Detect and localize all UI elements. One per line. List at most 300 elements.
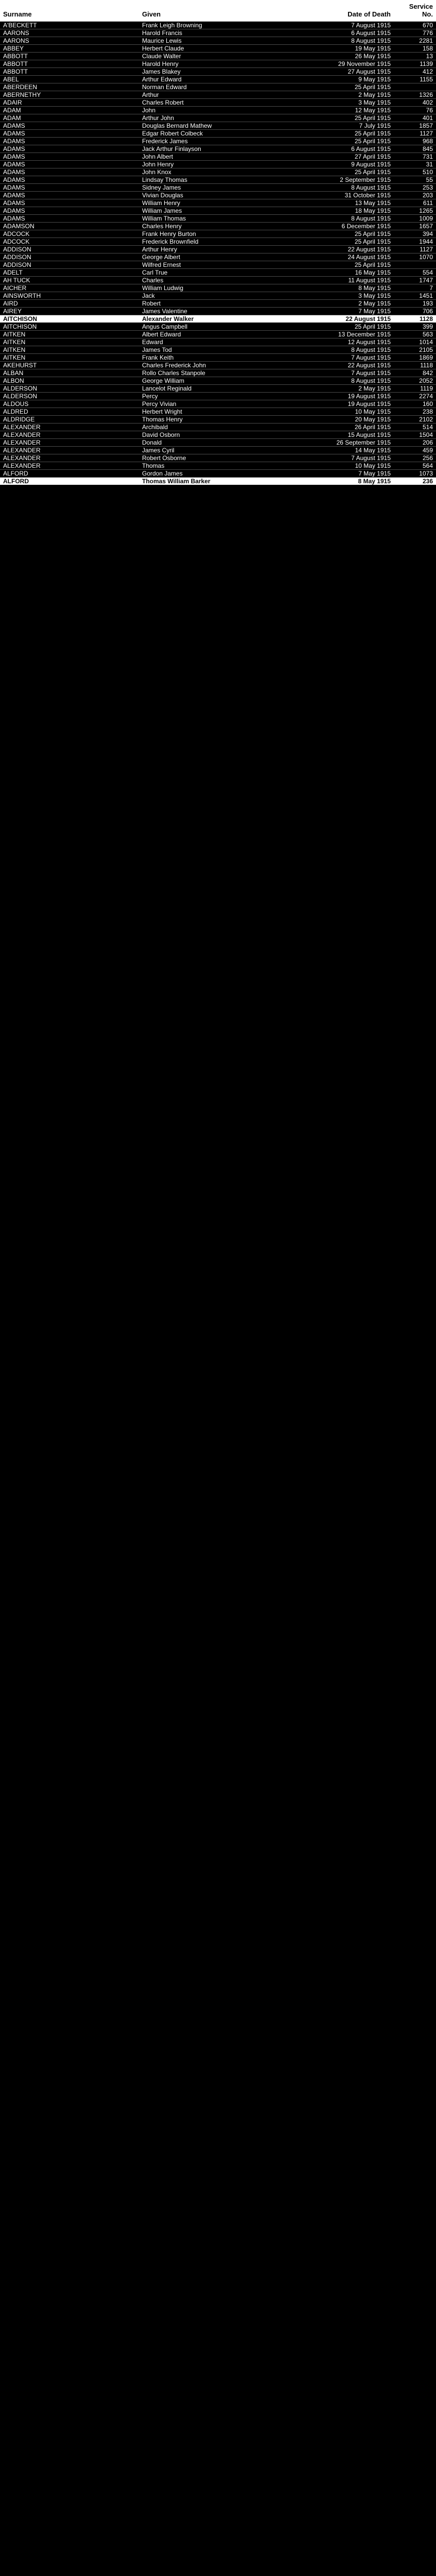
given-cell: James Cyril <box>142 446 175 454</box>
service-no-cell: 563 <box>422 330 433 338</box>
given-cell: Herbert Claude <box>142 44 184 52</box>
date-of-death-cell: 2 September 1915 <box>340 176 391 183</box>
table-row <box>0 168 436 176</box>
surname-cell: AIRD <box>3 299 18 307</box>
service-no-cell: 1128 <box>419 315 433 323</box>
table-row <box>0 470 436 478</box>
surname-cell: ABBOTT <box>3 67 28 75</box>
service-no-cell: 253 <box>422 183 433 191</box>
given-cell: Sidney James <box>142 183 181 191</box>
surname-cell: ADAMS <box>3 183 25 191</box>
table-body <box>0 22 436 485</box>
header-date-of-death[interactable]: Date of Death <box>347 10 391 18</box>
service-no-cell: 55 <box>426 176 433 183</box>
table-row <box>0 60 436 68</box>
given-cell: Percy <box>142 392 158 400</box>
date-of-death-cell: 19 August 1915 <box>347 400 391 408</box>
surname-cell: AIREY <box>3 307 22 315</box>
given-cell: Frederick Brownfield <box>142 238 199 245</box>
surname-cell: AITCHISON <box>3 323 37 330</box>
service-no-cell: 731 <box>422 152 433 160</box>
service-no-cell: 401 <box>422 114 433 122</box>
given-cell: Percy Vivian <box>142 400 177 408</box>
given-cell: John Henry <box>142 160 174 168</box>
given-cell: Charles Robert <box>142 98 184 106</box>
surname-cell: ALEXANDER <box>3 446 41 454</box>
header-service-no[interactable]: Service No. <box>409 3 433 18</box>
table-row <box>0 315 436 323</box>
date-of-death-cell: 8 August 1915 <box>351 377 391 384</box>
table-row <box>0 138 436 145</box>
date-of-death-cell: 25 April 1915 <box>354 83 391 91</box>
table-row <box>0 308 436 315</box>
date-of-death-cell: 9 August 1915 <box>351 160 391 168</box>
surname-cell: ALEXANDER <box>3 431 41 438</box>
given-cell: Arthur Henry <box>142 245 178 253</box>
service-no-cell: 158 <box>422 44 433 52</box>
table-row <box>0 300 436 308</box>
surname-cell: ALDERSON <box>3 384 38 392</box>
date-of-death-cell: 13 December 1915 <box>338 330 391 338</box>
given-cell: Arthur John <box>142 114 175 122</box>
surname-cell: ADAMS <box>3 176 25 183</box>
service-no-cell: 2052 <box>419 377 433 384</box>
surname-cell: ADAMS <box>3 129 25 137</box>
table-row <box>0 223 436 230</box>
given-cell: Albert Edward <box>142 330 181 338</box>
surname-cell: ALDRED <box>3 408 28 415</box>
given-cell: Angus Campbell <box>142 323 188 330</box>
service-no-cell: 206 <box>422 438 433 446</box>
date-of-death-cell: 25 April 1915 <box>354 230 391 238</box>
date-of-death-cell: 22 August 1915 <box>347 361 391 369</box>
table-row <box>0 91 436 99</box>
surname-cell: ADELT <box>3 268 23 276</box>
surname-cell: ALDERSON <box>3 392 38 400</box>
surname-cell: ADDISON <box>3 253 31 261</box>
date-of-death-cell: 22 August 1915 <box>345 315 391 323</box>
service-no-cell: 1155 <box>420 75 433 83</box>
surname-cell: ADAM <box>3 106 21 114</box>
date-of-death-cell: 25 April 1915 <box>354 129 391 137</box>
surname-cell: ADAMSON <box>3 222 34 230</box>
date-of-death-cell: 2 May 1915 <box>358 299 391 307</box>
table-row <box>0 45 436 53</box>
table-row <box>0 99 436 107</box>
given-cell: Thomas William Barker <box>142 477 211 485</box>
surname-cell: ABERNETHY <box>3 91 41 98</box>
date-of-death-cell: 10 May 1915 <box>355 408 391 415</box>
date-of-death-cell: 10 May 1915 <box>355 462 391 469</box>
date-of-death-cell: 7 August 1915 <box>351 454 391 462</box>
given-cell: Wilfred Ernest <box>142 261 181 268</box>
service-no-cell: 1014 <box>419 338 433 346</box>
table-row <box>0 478 436 485</box>
service-no-cell: 2274 <box>419 392 433 400</box>
table-row <box>0 176 436 184</box>
date-of-death-cell: 6 August 1915 <box>351 145 391 152</box>
table-row <box>0 408 436 416</box>
given-cell: Norman Edward <box>142 83 187 91</box>
table-row <box>0 199 436 207</box>
surname-cell: ALDRIDGE <box>3 415 35 423</box>
date-of-death-cell: 8 August 1915 <box>351 37 391 44</box>
service-no-cell: 160 <box>422 400 433 408</box>
service-no-cell: 1009 <box>419 214 433 222</box>
surname-cell: ALEXANDER <box>3 438 41 446</box>
service-no-cell: 1118 <box>420 361 433 369</box>
service-no-cell: 459 <box>422 446 433 454</box>
table-row <box>0 153 436 161</box>
service-no-cell: 76 <box>426 106 433 114</box>
given-cell: Frank Leigh Browning <box>142 21 202 29</box>
given-cell: Jack <box>142 292 155 299</box>
service-no-cell: 1127 <box>420 245 433 253</box>
date-of-death-cell: 6 December 1915 <box>341 222 391 230</box>
service-no-cell: 402 <box>422 98 433 106</box>
service-no-cell: 845 <box>422 145 433 152</box>
service-no-cell: 399 <box>422 323 433 330</box>
table-row <box>0 68 436 76</box>
surname-cell: ADAMS <box>3 122 25 129</box>
date-of-death-cell: 26 September 1915 <box>336 438 391 446</box>
service-no-cell: 1944 <box>419 238 433 245</box>
service-no-cell: 510 <box>422 168 433 176</box>
surname-cell: ADAMS <box>3 168 25 176</box>
date-of-death-cell: 7 May 1915 <box>358 469 391 477</box>
date-of-death-cell: 7 August 1915 <box>351 353 391 361</box>
given-cell: Vivian Douglas <box>142 191 183 199</box>
table-row <box>0 261 436 269</box>
surname-cell: ADAMS <box>3 191 25 199</box>
table-row <box>0 238 436 246</box>
date-of-death-cell: 2 May 1915 <box>358 384 391 392</box>
surname-cell: ALEXANDER <box>3 454 41 462</box>
given-cell: Herbert Wright <box>142 408 182 415</box>
surname-cell: ABBOTT <box>3 60 28 67</box>
header-surname[interactable]: Surname <box>3 10 32 18</box>
surname-cell: AITKEN <box>3 330 26 338</box>
table-row <box>0 423 436 431</box>
service-no-cell: 611 <box>423 199 433 207</box>
given-cell: Robert Osborne <box>142 454 186 462</box>
service-no-cell: 514 <box>422 423 433 431</box>
surname-cell: ALFORD <box>3 477 29 485</box>
given-cell: Arthur <box>142 91 159 98</box>
given-cell: Carl True <box>142 268 168 276</box>
table-row <box>0 145 436 153</box>
surname-cell: AITCHISON <box>3 315 37 323</box>
table-row <box>0 184 436 192</box>
service-no-cell: 1869 <box>419 353 433 361</box>
date-of-death-cell: 18 May 1915 <box>355 207 391 214</box>
surname-cell: ABERDEEN <box>3 83 38 91</box>
table-row <box>0 354 436 362</box>
service-no-cell: 203 <box>422 191 433 199</box>
surname-cell: AITKEN <box>3 353 26 361</box>
given-cell: James Blakey <box>142 67 181 75</box>
table-row <box>0 37 436 45</box>
date-of-death-cell: 7 May 1915 <box>358 307 391 315</box>
given-cell: John Knox <box>142 168 171 176</box>
table-header <box>0 0 436 22</box>
date-of-death-cell: 25 April 1915 <box>354 238 391 245</box>
given-cell: John <box>142 106 156 114</box>
service-no-cell: 1747 <box>419 276 433 284</box>
given-cell: James Valentine <box>142 307 187 315</box>
surname-cell: AH TUCK <box>3 276 30 284</box>
table-row <box>0 454 436 462</box>
date-of-death-cell: 16 May 1915 <box>355 268 391 276</box>
surname-cell: ADAMS <box>3 152 25 160</box>
given-cell: Jack Arthur Finlayson <box>142 145 201 152</box>
surname-cell: ADAM <box>3 114 21 122</box>
date-of-death-cell: 8 May 1915 <box>358 284 391 292</box>
surname-cell: ADCOCK <box>3 238 30 245</box>
surname-cell: ALBON <box>3 377 24 384</box>
date-of-death-cell: 6 August 1915 <box>351 29 391 37</box>
date-of-death-cell: 31 October 1915 <box>344 191 391 199</box>
table-row <box>0 22 436 29</box>
table-row <box>0 385 436 393</box>
given-cell: Thomas <box>142 462 165 469</box>
table-row <box>0 277 436 284</box>
date-of-death-cell: 27 August 1915 <box>347 67 391 75</box>
date-of-death-cell: 11 August 1915 <box>348 276 391 284</box>
surname-cell: AITKEN <box>3 346 26 353</box>
service-no-cell: 1070 <box>419 253 433 261</box>
date-of-death-cell: 25 April 1915 <box>354 323 391 330</box>
table-row <box>0 323 436 331</box>
date-of-death-cell: 7 August 1915 <box>351 369 391 377</box>
date-of-death-cell: 25 April 1915 <box>354 137 391 145</box>
table-row <box>0 253 436 261</box>
service-no-cell: 1657 <box>419 222 433 230</box>
given-cell: Maurice Lewis <box>142 37 182 44</box>
given-cell: Charles <box>142 276 164 284</box>
given-cell: Arthur Edward <box>142 75 182 83</box>
table-row <box>0 215 436 223</box>
surname-cell: ADAMS <box>3 207 25 214</box>
table-row <box>0 292 436 300</box>
service-no-cell: 1139 <box>420 60 433 67</box>
date-of-death-cell: 12 May 1915 <box>355 106 391 114</box>
table-row <box>0 416 436 423</box>
service-no-cell: 1127 <box>420 129 433 137</box>
surname-cell: ADAIR <box>3 98 22 106</box>
surname-cell: ADDISON <box>3 245 31 253</box>
given-cell: Douglas Bernard Mathew <box>142 122 212 129</box>
service-no-cell: 842 <box>422 369 433 377</box>
service-no-cell: 412 <box>422 67 433 75</box>
table-row <box>0 83 436 91</box>
table-row <box>0 462 436 470</box>
surname-cell: ADCOCK <box>3 230 30 238</box>
service-no-cell: 2105 <box>419 346 433 353</box>
date-of-death-cell: 9 May 1915 <box>358 75 391 83</box>
surname-cell: ALBAN <box>3 369 24 377</box>
service-no-cell: 2102 <box>419 415 433 423</box>
table-row <box>0 431 436 439</box>
given-cell: James Tod <box>142 346 172 353</box>
surname-cell: A'BECKETT <box>3 21 37 29</box>
date-of-death-cell: 26 April 1915 <box>354 423 391 431</box>
service-no-cell: 1265 <box>419 207 433 214</box>
surname-cell: AARONS <box>3 29 29 37</box>
date-of-death-cell: 27 April 1915 <box>354 152 391 160</box>
given-cell: Thomas Henry <box>142 415 183 423</box>
surname-cell: ADAMS <box>3 199 25 207</box>
service-no-cell: 1504 <box>419 431 433 438</box>
service-no-cell: 554 <box>422 268 433 276</box>
service-no-cell: 31 <box>426 160 433 168</box>
date-of-death-cell: 3 May 1915 <box>358 98 391 106</box>
service-no-cell: 1451 <box>419 292 433 299</box>
given-cell: Harold Henry <box>142 60 179 67</box>
service-no-cell: 2281 <box>419 37 433 44</box>
date-of-death-cell: 7 July 1915 <box>359 122 391 129</box>
surname-cell: AICHER <box>3 284 27 292</box>
given-cell: Edgar Robert Colbeck <box>142 129 203 137</box>
table-row <box>0 114 436 122</box>
given-cell: Harold Francis <box>142 29 183 37</box>
date-of-death-cell: 8 May 1915 <box>358 477 391 485</box>
service-no-cell: 256 <box>422 454 433 462</box>
surname-cell: AARONS <box>3 37 29 44</box>
date-of-death-cell: 25 April 1915 <box>354 261 391 268</box>
service-no-cell: 1119 <box>420 384 433 392</box>
surname-cell: ALDOUS <box>3 400 29 408</box>
service-no-cell: 968 <box>422 137 433 145</box>
given-cell: Archibald <box>142 423 168 431</box>
table-row <box>0 447 436 454</box>
date-of-death-cell: 14 May 1915 <box>355 446 391 454</box>
date-of-death-cell: 15 August 1915 <box>347 431 391 438</box>
table-row <box>0 393 436 400</box>
surname-cell: ALEXANDER <box>3 423 41 431</box>
surname-cell: ADDISON <box>3 261 31 268</box>
table-row <box>0 207 436 215</box>
table-row <box>0 377 436 385</box>
table-row <box>0 362 436 369</box>
table-row <box>0 338 436 346</box>
table-row <box>0 161 436 168</box>
table-row <box>0 230 436 238</box>
table-row <box>0 53 436 60</box>
given-cell: John Albert <box>142 152 173 160</box>
given-cell: Lancelot Reginald <box>142 384 192 392</box>
given-cell: William Ludwig <box>142 284 184 292</box>
given-cell: Frank Keith <box>142 353 174 361</box>
date-of-death-cell: 25 April 1915 <box>354 168 391 176</box>
surname-cell: AITKEN <box>3 338 26 346</box>
given-cell: David Osborn <box>142 431 180 438</box>
table-row <box>0 439 436 447</box>
given-cell: Gordon James <box>142 469 183 477</box>
table-row <box>0 76 436 83</box>
date-of-death-cell: 12 August 1915 <box>347 338 391 346</box>
service-no-cell: 1326 <box>419 91 433 98</box>
date-of-death-cell: 3 May 1915 <box>358 292 391 299</box>
table-row <box>0 130 436 138</box>
surname-cell: ALFORD <box>3 469 28 477</box>
table-row <box>0 400 436 408</box>
table-row <box>0 122 436 130</box>
service-no-cell: 670 <box>422 21 433 29</box>
given-cell: Alexander Walker <box>142 315 194 323</box>
date-of-death-cell: 20 May 1915 <box>355 415 391 423</box>
service-no-cell: 236 <box>422 477 433 485</box>
given-cell: Robert <box>142 299 161 307</box>
table-row <box>0 269 436 277</box>
date-of-death-cell: 8 August 1915 <box>351 183 391 191</box>
date-of-death-cell: 22 August 1915 <box>347 245 391 253</box>
surname-cell: ADAMS <box>3 145 25 152</box>
table-row <box>0 246 436 253</box>
surname-cell: ADAMS <box>3 160 25 168</box>
given-cell: William James <box>142 207 182 214</box>
given-cell: Charles Frederick John <box>142 361 206 369</box>
table-row <box>0 284 436 292</box>
given-cell: William Thomas <box>142 214 186 222</box>
service-no-cell: 706 <box>422 307 433 315</box>
surname-cell: ABBEY <box>3 44 24 52</box>
table-row <box>0 331 436 338</box>
date-of-death-cell: 13 May 1915 <box>355 199 391 207</box>
service-no-cell: 1073 <box>419 469 433 477</box>
date-of-death-cell: 7 August 1915 <box>351 21 391 29</box>
date-of-death-cell: 26 May 1915 <box>355 52 391 60</box>
given-cell: Edward <box>142 338 163 346</box>
surname-cell: ADAMS <box>3 137 25 145</box>
surname-cell: ALEXANDER <box>3 462 41 469</box>
service-no-cell: 564 <box>422 462 433 469</box>
table-row <box>0 29 436 37</box>
given-cell: Claude Walter <box>142 52 181 60</box>
given-cell: Donald <box>142 438 162 446</box>
service-no-cell: 1857 <box>419 122 433 129</box>
date-of-death-cell: 2 May 1915 <box>358 91 391 98</box>
table-row <box>0 369 436 377</box>
given-cell: William Henry <box>142 199 181 207</box>
date-of-death-cell: 8 August 1915 <box>351 214 391 222</box>
surname-cell: AKEHURST <box>3 361 37 369</box>
service-no-cell: 193 <box>422 299 433 307</box>
service-no-cell: 776 <box>422 29 433 37</box>
surname-cell: ADAMS <box>3 214 25 222</box>
service-no-cell: 7 <box>429 284 433 292</box>
table-row <box>0 192 436 199</box>
given-cell: George Albert <box>142 253 181 261</box>
surname-cell: ABBOTT <box>3 52 28 60</box>
given-cell: Rollo Charles Stanpole <box>142 369 205 377</box>
date-of-death-cell: 19 August 1915 <box>347 392 391 400</box>
date-of-death-cell: 25 April 1915 <box>354 114 391 122</box>
date-of-death-cell: 19 May 1915 <box>355 44 391 52</box>
given-cell: Lindsay Thomas <box>142 176 187 183</box>
surname-cell: AINSWORTH <box>3 292 41 299</box>
service-no-cell: 13 <box>426 52 433 60</box>
given-cell: George William <box>142 377 185 384</box>
given-cell: Charles Henry <box>142 222 182 230</box>
date-of-death-cell: 29 November 1915 <box>338 60 391 67</box>
service-no-cell: 238 <box>422 408 433 415</box>
service-no-cell: 394 <box>422 230 433 238</box>
given-cell: Frederick James <box>142 137 188 145</box>
header-given[interactable]: Given <box>142 10 161 18</box>
surname-cell: ABEL <box>3 75 19 83</box>
date-of-death-cell: 8 August 1915 <box>351 346 391 353</box>
